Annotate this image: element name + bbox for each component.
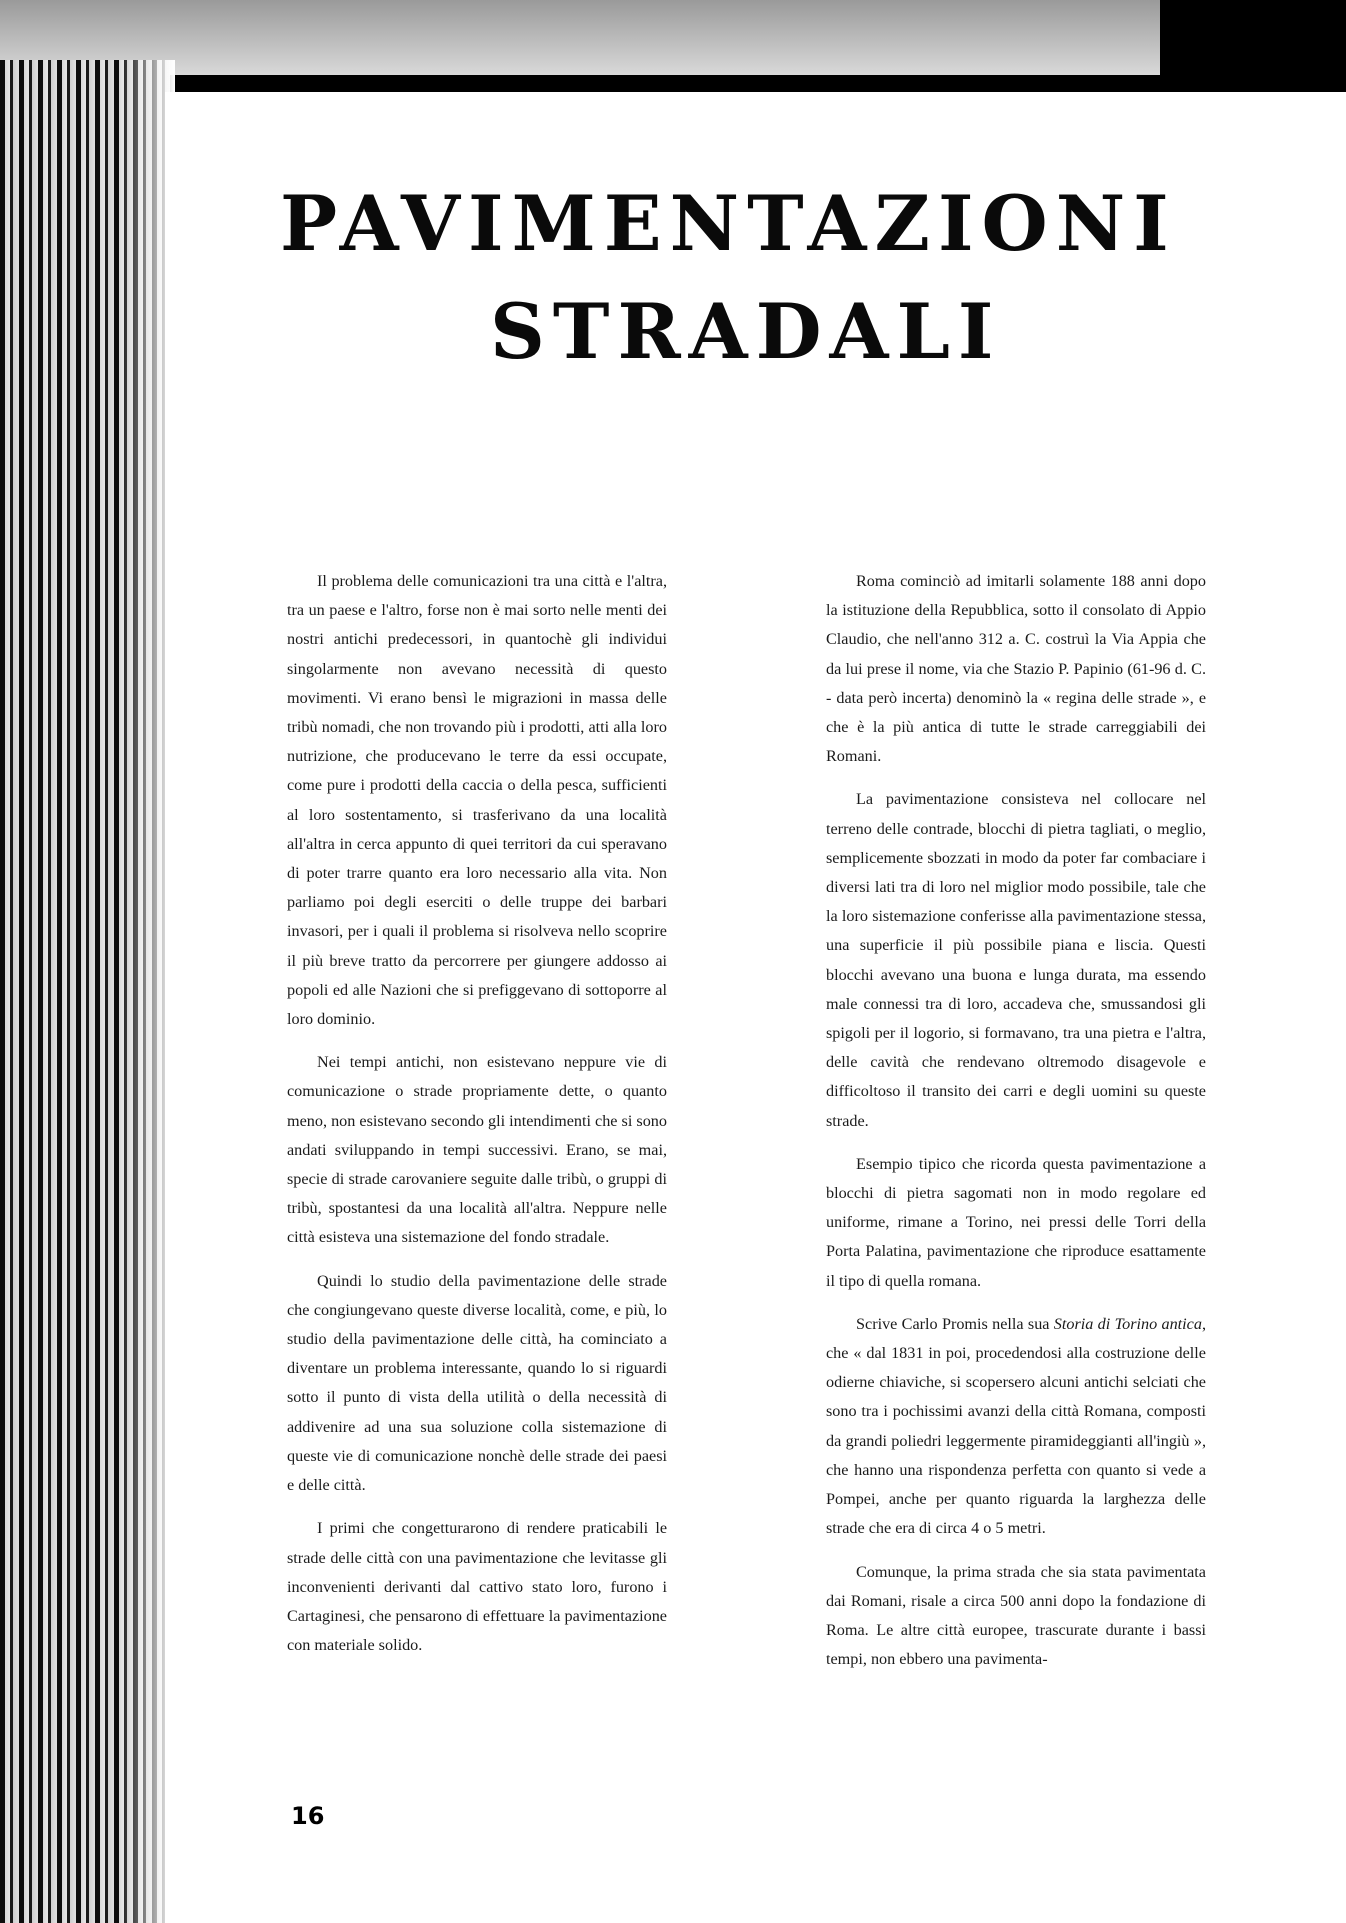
paragraph: Comunque, la prima strada che sia stata pavimentata dai Romani, risale a circa 500 anni dopo la fondazione di Roma. Le altre città europee, trascurate durante i bassi tempi, non ebbero una pavimenta- [826,1562,1206,1669]
paragraph: Quindi lo studio della pavimentazione delle strade che congiungevano queste diverse località, come, e più, lo studio della pavimentazione delle città, ha cominciato a diventare un problema interessante, quando lo si riguardi sotto il punto di vista della utilità o della necessità di addivenire ad una sua soluzione colla sistemazione di queste vie di comunicazione nonchè delle strade dei paesi e delle città. [287,1271,667,1495]
article-title-line-1: PAVIMENTAZIONI [280,179,1177,268]
paragraph: La pavimentazione consisteva nel collocare nel terreno delle contrade, blocchi di pietra tagliati, o meglio, semplicemente sbozzati in modo da poter far combaciare i diversi lati tra di loro nel miglior modo possibile, tale che la loro sistemazione conferisse alla pavimentazione stessa, una superficie il più possibile piana e liscia. Questi blocchi avevano una buona e lunga durata, ma essendo male connessi tra di loro, accadeva che, smussandosi gli spigoli per il logorio, si formavano, tra una pietra e l'altra, delle cavità che rendevano oltremodo disagevole e difficoltoso il transito dei carri e degli uomini su queste strade. [826,790,1206,1130]
paragraph: Esempio tipico che ricorda questa pavimentazione a blocchi di pietra sagomati non in modo regolare ed uniforme, rimane a Torino, nei pressi delle Torri della Porta Palatina, pavimentazione che riproduce esattamente il tipo di quella romana. [826,1154,1206,1290]
paragraph: Nei tempi antichi, non esistevano neppure vie di comunicazione o strade propriamente dette, o quanto meno, non esistevano secondo gli intendimenti che si sono andati sviluppando in tempi successivi. Erano, se mai, specie di strade carovaniere seguite dalle tribù, o gruppi di tribù, spostantesi da una località all'altra. Neppure nelle città esisteva una sistemazione del fondo stradale. [287,1053,667,1247]
paragraph-text: Scrive Carlo Promis nella sua [856,1314,1054,1333]
page-number: 16 [291,1802,325,1830]
paragraph-text: , che « dal 1831 in poi, procedendosi alla costruzione delle odierne chiaviche, si scopersero alcuni antichi selciati che sono tra i pochissimi avanzi della città Romana, composti da grandi poliedri leggermente piramideggianti all'ingiù », che hanno una rispondenza perfetta con quanto si vede a Pompei, anche per quanto riguarda la larghezza delle strade che era di circa 4 o 5 metri. [826,1314,1206,1538]
paragraph: I primi che congetturarono di rendere praticabili le strade delle città con una pavimentazione che levitasse gli inconvenienti derivanti dal cattivo stato loro, furono i Cartaginesi, che pensarono di effettuare la pavimentazione con materiale solido. [287,1519,667,1655]
paragraph: Il problema delle comunicazioni tra una città e l'altra, tra un paese e l'altro, forse non è mai sorto nelle menti dei nostri antichi predecessori, in quantochè gli individui singolarmente non avevano necessità di questo movimenti. Vi erano bensì le migrazioni in massa delle tribù nomadi, che non trovando più i prodotti, atti alla loro nutrizione, che producevano le terre da essi occupate, come pure i prodotti della caccia o della pesca, sufficienti al loro sostentamento, si trasferivano da una località all'altra in cerca appunto di quei territori da cui speravano di poter trarre quanto era loro necessario alla vita. Non parliamo poi degli eserciti o delle truppe dei barbari invasori, per i quali il problema si risolveva nello scoprire il più breve tratto da percorrere per giungere addosso ai popoli ed alle Nazioni che si prefiggevano di sottoporre al loro dominio. [287,572,667,1029]
article-title-line-2: STRADALI [490,287,1002,376]
text-column-left [287,567,667,1674]
paragraph: Roma cominciò ad imitarli solamente 188 anni dopo la istituzione della Repubblica, sotto il consolato di Appio Claudio, che nell'anno 312 a. C. costruì la Via Appia che da lui prese il nome, via che Stazio P. Papinio (61-96 d. C. - data però incerta) denominò la « regina delle strade », e che è la più antica di tutte le strade carreggiabili dei Romani. [826,572,1206,766]
cited-work-title: Storia di Torino antica [1053,1314,1202,1333]
article-title [280,170,1340,386]
paragraph-promis-quote [826,1310,1206,1544]
text-column-right [826,567,1206,1688]
